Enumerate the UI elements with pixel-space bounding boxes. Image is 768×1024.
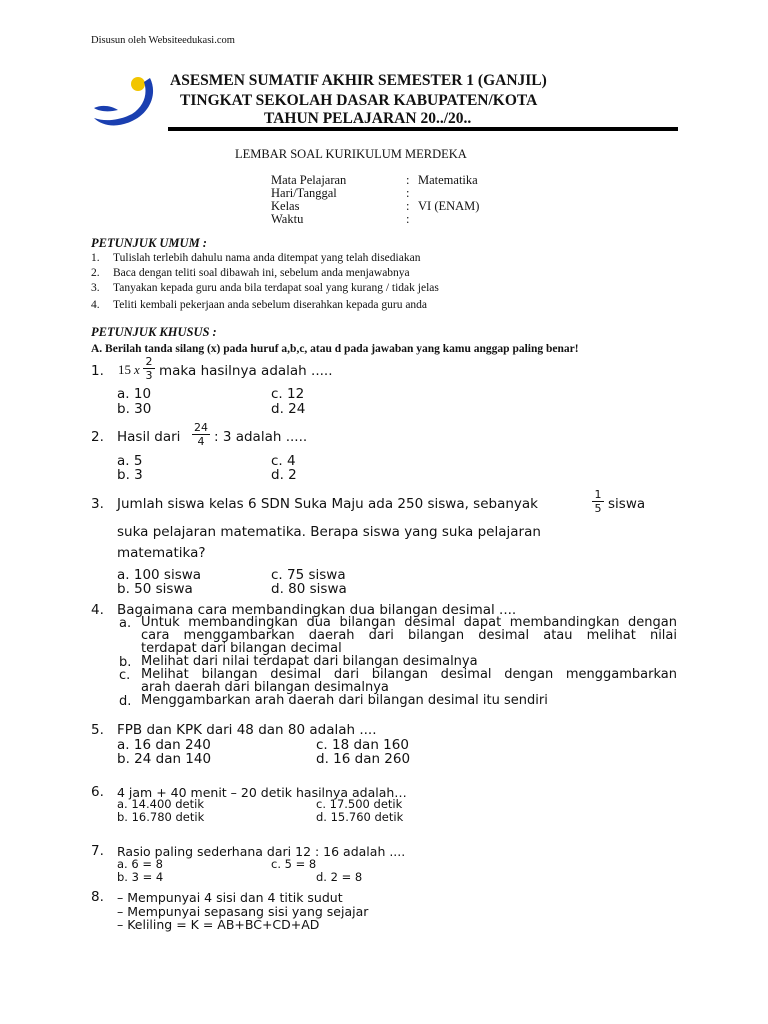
- fraction-denominator: 3: [145, 369, 153, 382]
- option-d-line: Menggambarkan arah daerah dari bilangan desimal itu sendiri: [141, 693, 548, 708]
- q1-times: x: [134, 362, 140, 377]
- header-divider: [168, 127, 678, 131]
- info-value-class: VI (ENAM): [418, 199, 480, 213]
- option-letter: d.: [119, 694, 132, 709]
- question-text: Rasio paling sederhana dari 12 : 16 adalah ....: [117, 844, 406, 859]
- page-credit: Disusun oleh Websiteedukasi.com: [91, 35, 235, 46]
- option-a: a. 16 dan 240: [117, 737, 211, 753]
- q3-fraction: [592, 489, 604, 514]
- option-letter: b.: [119, 655, 132, 670]
- option-a: a. 10: [117, 386, 152, 402]
- option-a-line: cara menggambarkan daerah dari bilangan desimal atau melihat nilai: [141, 628, 677, 643]
- question-statement: – Keliling = K = AB+BC+CD+AD: [117, 917, 320, 932]
- general-instruction-number: 2.: [91, 267, 100, 279]
- fraction-numerator: 24: [194, 421, 208, 434]
- question-number: 4.: [91, 602, 104, 618]
- option-b: b. 30: [117, 401, 152, 417]
- general-instruction-text: Baca dengan teliti soal dibawah ini, sebelum anda menjawabnya: [113, 267, 410, 279]
- info-colon: :: [406, 186, 410, 200]
- info-colon: :: [406, 212, 410, 226]
- question-number: 1.: [91, 363, 104, 379]
- option-d: d. 16 dan 260: [316, 751, 411, 767]
- fraction-numerator: 1: [594, 488, 602, 501]
- option-b-line: Melihat dari nilai terdapat dari bilangan desimalnya: [141, 654, 478, 669]
- option-c: c. 75 siswa: [271, 567, 346, 583]
- option-c: c. 4: [271, 453, 296, 469]
- school-logo-icon: [92, 74, 164, 134]
- option-letter: a.: [119, 616, 132, 631]
- fraction-denominator: 5: [594, 502, 602, 515]
- option-c-line: arah daerah dari bilangan desimalnya: [141, 680, 389, 695]
- option-d: d. 2 = 8: [316, 870, 363, 884]
- general-instruction-text: Tanyakan kepada guru anda bila terdapat soal yang kurang / tidak jelas: [113, 282, 439, 294]
- question-text-line2: suka pelajaran matematika. Berapa siswa yang suka pelajaran: [117, 524, 541, 540]
- general-instruction-number: 1.: [91, 252, 100, 264]
- option-d: d. 24: [271, 401, 306, 417]
- option-c: c. 12: [271, 386, 305, 402]
- question-number: 3.: [91, 496, 104, 512]
- info-label-date: Hari/Tanggal: [271, 186, 337, 200]
- q1-factor: 15: [118, 362, 131, 377]
- option-d: d. 15.760 detik: [316, 810, 404, 824]
- info-colon: :: [406, 199, 410, 213]
- question-text-line1: Jumlah siswa kelas 6 SDN Suka Maju ada 250 siswa, sebanyak: [117, 496, 538, 512]
- question-statement: – Mempunyai 4 sisi dan 4 titik sudut: [117, 890, 343, 905]
- option-a: a. 6 = 8: [117, 857, 163, 871]
- option-b: b. 3: [117, 467, 143, 483]
- question-text: Bagaimana cara membandingkan dua bilangan desimal ....: [117, 602, 517, 618]
- question-number: 6.: [91, 784, 104, 800]
- sheet-subtitle: LEMBAR SOAL KURIKULUM MERDEKA: [235, 147, 467, 161]
- info-label-class: Kelas: [271, 199, 300, 213]
- option-b: b. 3 = 4: [117, 870, 164, 884]
- header-title-line2: TINGKAT SEKOLAH DASAR KABUPATEN/KOTA: [180, 92, 538, 109]
- header-title-line1: ASESMEN SUMATIF AKHIR SEMESTER 1 (GANJIL): [170, 72, 547, 89]
- general-instruction-number: 3.: [91, 282, 100, 294]
- specific-instruction-text: A. Berilah tanda silang (x) pada huruf a,b,c, atau d pada jawaban yang kamu anggap paling benar!: [91, 343, 579, 355]
- fraction-numerator: 2: [145, 355, 153, 368]
- info-label-time: Waktu: [271, 212, 304, 226]
- info-colon: :: [406, 173, 410, 187]
- question-text-prefix: Hasil dari: [117, 429, 181, 445]
- option-a: a. 5: [117, 453, 143, 469]
- option-a-line: terdapat dari bilangan decimal: [141, 641, 342, 656]
- fraction-denominator: 4: [197, 435, 205, 448]
- question-number: 7.: [91, 843, 104, 859]
- option-a: a. 100 siswa: [117, 567, 202, 583]
- option-b: b. 24 dan 140: [117, 751, 212, 767]
- question-text-line1-end: siswa: [608, 496, 646, 512]
- header-title-line3: TAHUN PELAJARAN 20../20..: [264, 110, 472, 127]
- general-instruction-text: Tulislah terlebih dahulu nama anda ditempat yang telah disediakan: [113, 252, 421, 264]
- info-value-subject: Matematika: [418, 173, 478, 187]
- question-text: FPB dan KPK dari 48 dan 80 adalah ....: [117, 722, 377, 738]
- question-text-line3: matematika?: [117, 545, 206, 561]
- question-statement: – Mempunyai sepasang sisi yang sejajar: [117, 904, 369, 919]
- q1-fraction: [143, 356, 155, 381]
- option-letter: c.: [119, 668, 131, 683]
- question-number: 5.: [91, 722, 104, 738]
- general-instruction-number: 4.: [91, 299, 100, 311]
- option-a-line: Untuk membandingkan dua bilangan desimal dapat membandingkan dengan: [141, 615, 677, 630]
- question-text: maka hasilnya adalah .....: [159, 363, 333, 379]
- question-text: : 3 adalah .....: [214, 429, 308, 445]
- option-c: c. 17.500 detik: [316, 797, 403, 811]
- question-text: 4 jam + 40 menit – 20 detik hasilnya adalah…: [117, 785, 407, 800]
- info-label-subject: Mata Pelajaran: [271, 173, 347, 187]
- option-a: a. 14.400 detik: [117, 797, 204, 811]
- question-number: 2.: [91, 429, 104, 445]
- general-instruction-text: Teliti kembali pekerjaan anda sebelum diserahkan kepada guru anda: [113, 299, 428, 311]
- option-c: c. 18 dan 160: [316, 737, 409, 753]
- option-c: c. 5 = 8: [271, 857, 317, 871]
- general-instructions-title: PETUNJUK UMUM :: [91, 236, 207, 250]
- option-d: d. 80 siswa: [271, 581, 347, 597]
- specific-instructions-title: PETUNJUK KHUSUS :: [91, 325, 217, 339]
- question-number: 8.: [91, 889, 104, 905]
- option-b: b. 16.780 detik: [117, 810, 205, 824]
- q2-fraction: [192, 422, 210, 447]
- option-b: b. 50 siswa: [117, 581, 193, 597]
- option-d: d. 2: [271, 467, 297, 483]
- option-c-line: Melihat bilangan desimal dari bilangan desimal dengan menggambarkan: [141, 667, 677, 682]
